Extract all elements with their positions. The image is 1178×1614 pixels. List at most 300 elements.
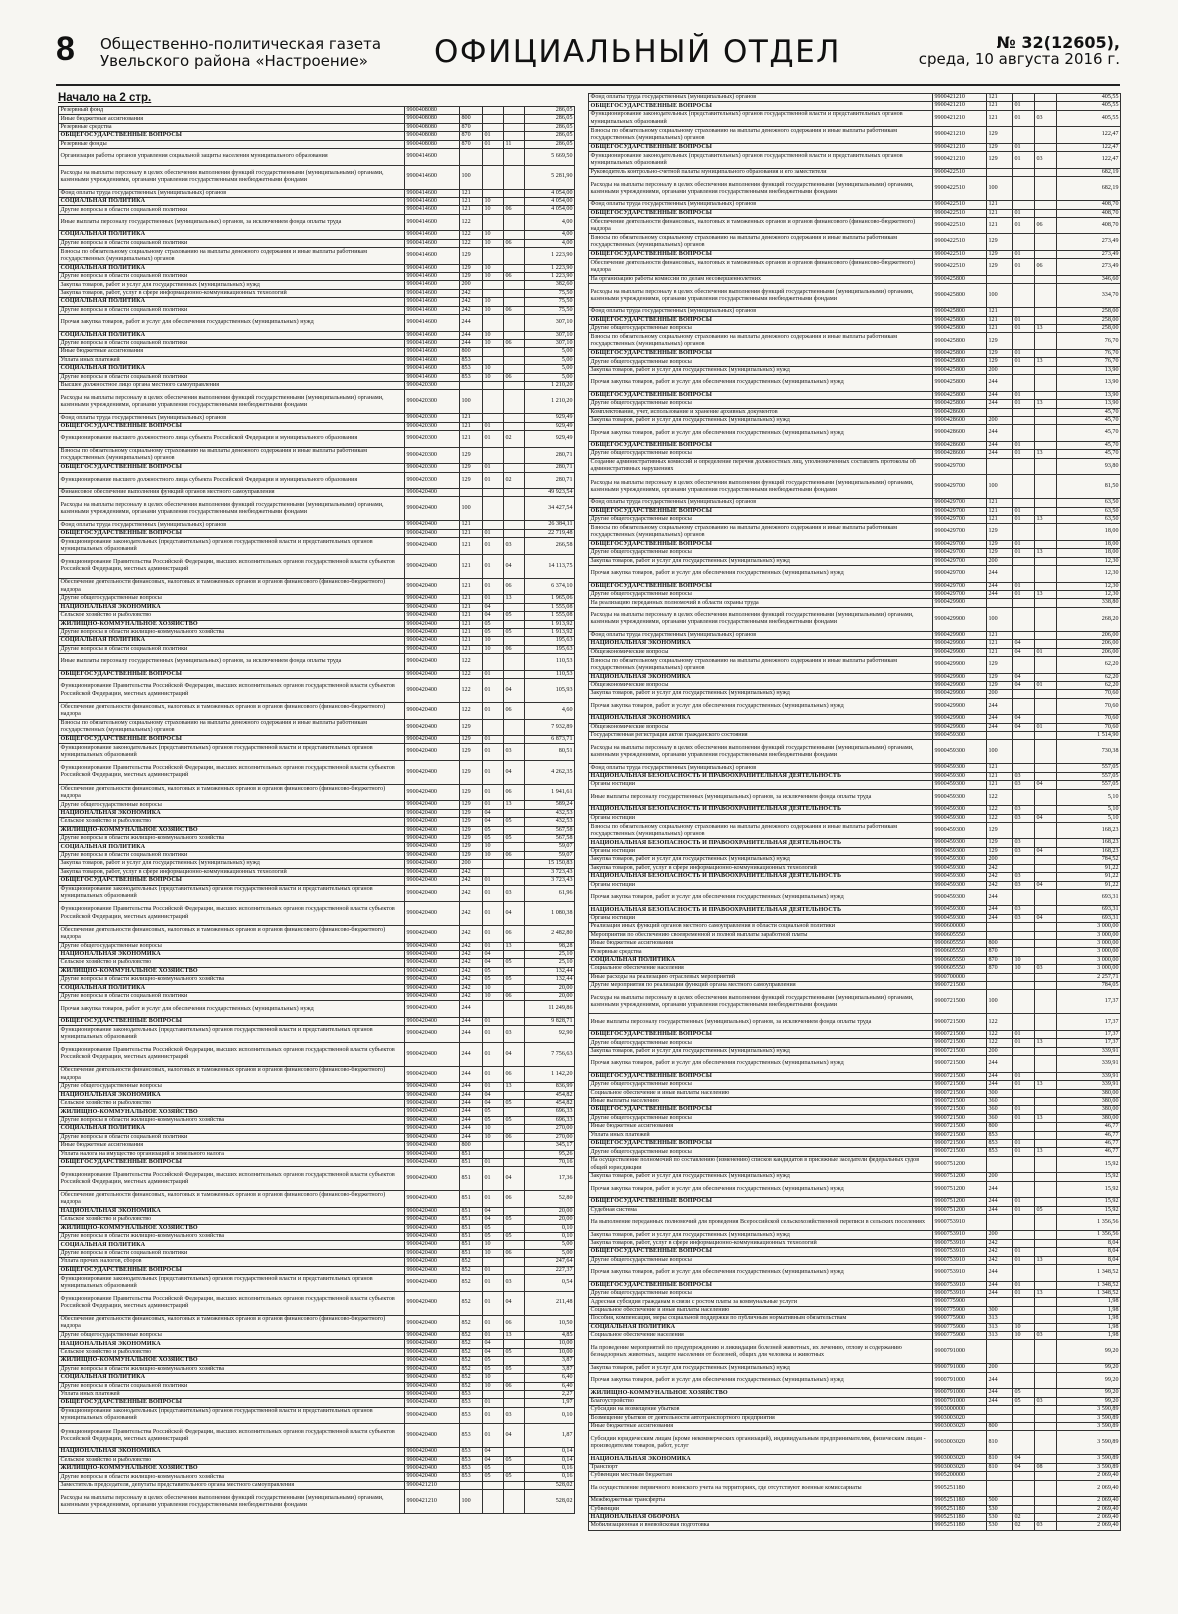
row-vr-cell: 129 — [987, 127, 1013, 144]
table-row — [589, 1522, 1121, 1530]
row-kcsr-cell: 9900721500 — [933, 1148, 987, 1156]
row-rz-cell: 01 — [1013, 450, 1035, 458]
row-rz-cell — [483, 489, 504, 497]
row-amount-cell: 0,14 — [525, 1448, 575, 1456]
row-name-cell: НАЦИОНАЛЬНАЯ ЭКОНОМИКА — [59, 809, 405, 817]
row-pr-cell: 05 — [504, 818, 525, 826]
row-pr-cell — [1035, 1480, 1057, 1497]
row-rz-cell: 01 — [1013, 110, 1035, 127]
row-kcsr-cell: 9900420400 — [405, 950, 460, 958]
row-amount-cell: 3 000,00 — [1057, 956, 1121, 964]
row-name-cell: Прочая закупка товаров, работ и услуг для обеспечения государственных (муниципальных) нужд — [589, 425, 933, 442]
table-row — [59, 654, 575, 671]
row-vr-cell: 244 — [460, 315, 483, 332]
row-vr-cell: 129 — [460, 835, 483, 843]
row-pr-cell — [504, 654, 525, 671]
row-rz-cell — [1013, 201, 1035, 209]
row-kcsr-cell: 9900420400 — [405, 628, 460, 636]
row-pr-cell — [504, 1357, 525, 1365]
row-amount-cell: 34 427,54 — [525, 497, 575, 521]
row-amount-cell: 206,00 — [1057, 648, 1121, 656]
table-row — [589, 259, 1121, 276]
row-kcsr-cell: 9900425800 — [933, 316, 987, 324]
row-rz-cell: 04 — [483, 612, 504, 620]
row-amount-cell: 61,96 — [525, 885, 575, 902]
row-rz-cell — [1013, 1480, 1035, 1497]
row-rz-cell: 01 — [483, 1266, 504, 1274]
table-row — [59, 348, 575, 356]
row-pr-cell — [504, 365, 525, 373]
newspaper-name — [100, 36, 381, 70]
row-rz-cell: 01 — [483, 1275, 504, 1292]
table-row — [589, 416, 1121, 424]
row-kcsr-cell: 9900428600 — [933, 425, 987, 442]
row-pr-cell — [1035, 1323, 1057, 1331]
row-pr-cell — [1035, 789, 1057, 806]
row-amount-cell: 1,97 — [525, 1399, 575, 1407]
table-row — [59, 239, 575, 247]
row-vr-cell: 810 — [987, 1455, 1013, 1463]
row-amount-cell: 5,00 — [525, 1249, 575, 1257]
row-kcsr-cell: 9900605550 — [933, 948, 987, 956]
row-rz-cell: 05 — [483, 620, 504, 628]
row-name-cell: Обеспечение деятельности финансовых, налоговых и таможенных органов и органов финансового (финансово-бюджетного) надзора — [59, 578, 405, 595]
table-row — [59, 1150, 575, 1158]
row-pr-cell — [1035, 168, 1057, 176]
row-vr-cell: 200 — [460, 860, 483, 868]
row-vr-cell: 121 — [460, 645, 483, 653]
row-kcsr-cell: 9900721500 — [933, 1081, 987, 1089]
row-rz-cell: 01 — [483, 877, 504, 885]
row-kcsr-cell: 9900420400 — [405, 976, 460, 984]
row-rz-cell: 01 — [483, 1291, 504, 1315]
row-pr-cell — [504, 1091, 525, 1099]
newspaper-name-line1: Общественно-политическая газета — [100, 35, 382, 53]
row-kcsr-cell: 9900420400 — [405, 818, 460, 826]
row-kcsr-cell: 9900753910 — [933, 1281, 987, 1289]
row-vr-cell: 122 — [460, 654, 483, 671]
table-row — [589, 458, 1121, 475]
row-name-cell: Фонд оплаты труда государственных (муниципальных) органов — [59, 521, 405, 529]
row-kcsr-cell: 9900420400 — [405, 1340, 460, 1348]
row-pr-cell — [504, 809, 525, 817]
row-name-cell: Взносы по обязательному социальному страхованию на выплаты денежного содержания и иные выплаты работникам государственных (муниципальных) органов — [589, 524, 933, 541]
row-name-cell: Руководитель контрольно-счетной палаты муниципального образования и его заместители — [589, 168, 933, 176]
row-amount-cell: 280,71 — [525, 464, 575, 472]
row-name-cell: Межбюджетные трансферты — [589, 1497, 933, 1505]
row-rz-cell: 01 — [483, 736, 504, 744]
row-name-cell: Другие общегосударственные вопросы — [589, 325, 933, 333]
row-amount-cell: 5 281,90 — [525, 165, 575, 189]
row-pr-cell — [504, 348, 525, 356]
row-amount-cell: 59,07 — [525, 843, 575, 851]
row-vr-cell — [987, 458, 1013, 475]
row-rz-cell: 10 — [1013, 1332, 1035, 1340]
row-rz-cell: 01 — [483, 1066, 504, 1083]
row-amount-cell: 17,37 — [1057, 1030, 1121, 1038]
row-pr-cell — [1035, 1056, 1057, 1073]
row-kcsr-cell: 9900428600 — [933, 450, 987, 458]
row-pr-cell — [1035, 1389, 1057, 1397]
table-row — [59, 679, 575, 703]
row-vr-cell: 242 — [460, 902, 483, 926]
row-pr-cell: 04 — [504, 1042, 525, 1066]
row-name-cell: Закупка товаров, работ и услуг для государственных (муниципальных) нужд — [589, 416, 933, 424]
newspaper-name-line2: Увельского района «Настроение» — [100, 52, 368, 70]
table-row — [59, 703, 575, 720]
table-row — [59, 603, 575, 611]
row-name-cell: Другие мероприятия по реализации функций органа местного самоуправления — [589, 982, 933, 990]
row-kcsr-cell: 9900605550 — [933, 965, 987, 973]
row-vr-cell: 852 — [460, 1365, 483, 1373]
row-kcsr-cell: 9900420300 — [405, 472, 460, 489]
row-amount-cell: 3 590,89 — [1057, 1463, 1121, 1471]
row-kcsr-cell: 9900751200 — [933, 1181, 987, 1198]
row-amount-cell: 122,47 — [1057, 152, 1121, 169]
table-row — [589, 201, 1121, 209]
row-amount-cell: 99,20 — [1057, 1397, 1121, 1405]
row-pr-cell — [1035, 956, 1057, 964]
table-row — [589, 349, 1121, 357]
row-rz-cell: 03 — [1013, 847, 1035, 855]
row-vr-cell: 129 — [460, 784, 483, 801]
row-amount-cell: 98,28 — [525, 942, 575, 950]
table-row — [589, 723, 1121, 731]
row-pr-cell — [1035, 349, 1057, 357]
row-rz-cell: 10 — [483, 637, 504, 645]
row-pr-cell: 05 — [504, 976, 525, 984]
row-rz-cell: 10 — [483, 264, 504, 272]
row-pr-cell: 05 — [504, 835, 525, 843]
row-amount-cell: 5,00 — [525, 356, 575, 364]
row-amount-cell: 307,10 — [525, 339, 575, 347]
table-row — [59, 298, 575, 306]
row-kcsr-cell: 9900420400 — [405, 497, 460, 521]
row-amount-cell: 3 723,43 — [525, 868, 575, 876]
table-row — [589, 1431, 1121, 1455]
issue-number: № 32(12605), — [996, 33, 1120, 52]
row-pr-cell — [1035, 143, 1057, 151]
row-name-cell: ОБЩЕГОСУДАРСТВЕННЫЕ ВОПРОСЫ — [59, 464, 405, 472]
row-rz-cell — [483, 390, 504, 414]
row-vr-cell: 129 — [987, 839, 1013, 847]
row-name-cell: ЖИЛИЩНО-КОММУНАЛЬНОЕ ХОЗЯЙСТВО — [59, 967, 405, 975]
row-vr-cell: 853 — [987, 1139, 1013, 1147]
row-vr-cell: 121 — [987, 110, 1013, 127]
row-pr-cell: 13 — [504, 1332, 525, 1340]
row-name-cell: Комплектование, учет, использование и хранение архивных документов — [589, 408, 933, 416]
row-rz-cell — [1013, 1131, 1035, 1139]
row-rz-cell — [483, 356, 504, 364]
row-name-cell: ОБЩЕГОСУДАРСТВЕННЫЕ ВОПРОСЫ — [59, 529, 405, 537]
row-kcsr-cell: 9900420400 — [405, 1291, 460, 1315]
row-kcsr-cell: 9900420400 — [405, 1241, 460, 1249]
row-vr-cell: 870 — [987, 948, 1013, 956]
row-pr-cell — [1035, 375, 1057, 392]
row-amount-cell: 2 069,40 — [1057, 1522, 1121, 1530]
row-pr-cell — [1035, 1072, 1057, 1080]
row-rz-cell — [1013, 822, 1035, 839]
table-row — [59, 231, 575, 239]
row-amount-cell: 91,22 — [1057, 873, 1121, 881]
row-pr-cell: 05 — [504, 959, 525, 967]
row-vr-cell: 853 — [460, 1465, 483, 1473]
row-vr-cell: 242 — [460, 298, 483, 306]
row-vr-cell: 121 — [987, 648, 1013, 656]
row-amount-cell: 2 069,40 — [1057, 1513, 1121, 1521]
row-name-cell: ОБЩЕГОСУДАРСТВЕННЫЕ ВОПРОСЫ — [589, 1106, 933, 1114]
row-amount-cell: 2 257,71 — [1057, 973, 1121, 981]
table-row — [589, 715, 1121, 723]
row-pr-cell: 05 — [504, 1456, 525, 1464]
row-pr-cell: 03 — [504, 538, 525, 555]
row-amount-cell: 22 719,48 — [525, 529, 575, 537]
row-pr-cell: 05 — [1035, 1206, 1057, 1214]
row-rz-cell: 04 — [483, 1448, 504, 1456]
row-name-cell: Прочая закупка товаров, работ и услуг для обеспечения государственных (муниципальных) нужд — [589, 889, 933, 906]
table-row — [589, 1148, 1121, 1156]
row-rz-cell: 05 — [1013, 1389, 1035, 1397]
table-row — [589, 690, 1121, 698]
row-name-cell: Прочая закупка товаров, работ и услуг для обеспечения государственных (муниципальных) нужд — [589, 1265, 933, 1282]
table-row — [59, 595, 575, 603]
row-vr-cell: 129 — [460, 472, 483, 489]
table-row — [59, 992, 575, 1000]
row-kcsr-cell: 9900420300 — [405, 447, 460, 464]
row-rz-cell — [483, 214, 504, 231]
row-amount-cell: 59,07 — [525, 851, 575, 859]
table-row — [589, 1030, 1121, 1038]
table-row — [59, 1091, 575, 1099]
row-pr-cell — [504, 826, 525, 834]
row-vr-cell: 242 — [987, 873, 1013, 881]
row-kcsr-cell: 9900420400 — [405, 1357, 460, 1365]
table-row — [589, 740, 1121, 764]
row-amount-cell: 338,80 — [1057, 599, 1121, 607]
row-rz-cell: 04 — [483, 818, 504, 826]
table-row — [59, 165, 575, 189]
row-kcsr-cell: 9900408080 — [405, 123, 460, 131]
row-name-cell: Взносы по обязательному социальному страхованию на выплаты денежного содержания и иные выплаты работникам государственных (муниципальных) органов — [589, 234, 933, 251]
row-name-cell: Другие вопросы в области жилищно-коммунального хозяйства — [59, 1116, 405, 1124]
row-amount-cell: 1 555,08 — [525, 612, 575, 620]
row-pr-cell — [1035, 234, 1057, 251]
row-vr-cell: 244 — [987, 425, 1013, 442]
row-pr-cell — [1035, 201, 1057, 209]
row-name-cell: Другие вопросы в области социальной политики — [59, 851, 405, 859]
table-row — [589, 1265, 1121, 1282]
row-pr-cell — [504, 1125, 525, 1133]
row-kcsr-cell: 9900428600 — [933, 416, 987, 424]
row-pr-cell — [1035, 94, 1057, 102]
table-row — [59, 1158, 575, 1166]
row-amount-cell: 567,58 — [525, 826, 575, 834]
row-pr-cell — [1035, 740, 1057, 764]
row-name-cell: Закупка товаров, работ и услуг для государственных (муниципальных) нужд — [589, 690, 933, 698]
row-pr-cell — [504, 1001, 525, 1018]
row-amount-cell: 20,00 — [525, 984, 575, 992]
row-amount-cell: 408,70 — [1057, 209, 1121, 217]
row-amount-cell: 1 348,52 — [1057, 1281, 1121, 1289]
row-vr-cell: 853 — [987, 1131, 1013, 1139]
row-rz-cell: 03 — [1013, 906, 1035, 914]
row-kcsr-cell: 9900753910 — [933, 1256, 987, 1264]
table-row — [589, 914, 1121, 922]
table-row — [589, 1097, 1121, 1105]
row-name-cell: Другие общегосударственные вопросы — [59, 595, 405, 603]
table-row — [589, 250, 1121, 258]
row-vr-cell: 870 — [460, 132, 483, 140]
row-kcsr-cell: 9900429900 — [933, 673, 987, 681]
table-row — [59, 1224, 575, 1232]
row-pr-cell: 04 — [504, 1424, 525, 1448]
row-vr-cell: 129 — [460, 736, 483, 744]
row-name-cell: Закупка товаров, работ и услуг для государственных (муниципальных) нужд — [589, 1173, 933, 1181]
table-row — [59, 578, 575, 595]
row-amount-cell: 1 210,20 — [525, 390, 575, 414]
row-vr-cell: 100 — [987, 475, 1013, 499]
row-kcsr-cell: 9900414600 — [405, 149, 460, 166]
row-rz-cell: 10 — [483, 1241, 504, 1249]
row-vr-cell: 100 — [460, 497, 483, 521]
row-kcsr-cell: 9900429700 — [933, 499, 987, 507]
row-kcsr-cell: 9900414600 — [405, 289, 460, 297]
row-pr-cell — [504, 197, 525, 205]
row-vr-cell: 244 — [460, 1100, 483, 1108]
row-vr-cell: 852 — [460, 1266, 483, 1274]
row-rz-cell: 01 — [1013, 316, 1035, 324]
row-name-cell: Фонд оплаты труда государственных (муниципальных) органов — [589, 764, 933, 772]
row-rz-cell — [483, 123, 504, 131]
row-rz-cell: 01 — [483, 1026, 504, 1043]
row-pr-cell: 06 — [1035, 217, 1057, 234]
row-kcsr-cell: 9900429900 — [933, 648, 987, 656]
row-rz-cell — [1013, 864, 1035, 872]
row-pr-cell — [504, 1448, 525, 1456]
row-pr-cell — [504, 281, 525, 289]
row-kcsr-cell: 9900429900 — [933, 698, 987, 715]
row-kcsr-cell: 9900459300 — [933, 814, 987, 822]
row-kcsr-cell: 9900420400 — [405, 1233, 460, 1241]
row-name-cell: НАЦИОНАЛЬНАЯ ЭКОНОМИКА — [589, 715, 933, 723]
row-vr-cell: 129 — [460, 801, 483, 809]
row-rz-cell — [1013, 1231, 1035, 1239]
row-kcsr-cell: 9900420400 — [405, 1207, 460, 1215]
row-kcsr-cell: 9900420400 — [405, 1083, 460, 1091]
row-kcsr-cell: 9900420400 — [405, 612, 460, 620]
row-amount-cell: 408,70 — [1057, 217, 1121, 234]
row-pr-cell — [1035, 640, 1057, 648]
row-name-cell: Иные выплаты персоналу государственных (муниципальных) органов, за исключением фонда оплаты труда — [59, 214, 405, 231]
row-name-cell: Другие общегосударственные вопросы — [589, 358, 933, 366]
row-pr-cell — [1035, 1231, 1057, 1239]
row-vr-cell: 851 — [460, 1216, 483, 1224]
table-row — [59, 1374, 575, 1382]
row-amount-cell: 280,71 — [525, 472, 575, 489]
row-pr-cell — [504, 189, 525, 197]
row-rz-cell: 01 — [1013, 1072, 1035, 1080]
row-pr-cell — [1035, 408, 1057, 416]
row-rz-cell — [1013, 982, 1035, 990]
row-kcsr-cell: 9900459300 — [933, 732, 987, 740]
row-pr-cell — [1035, 1014, 1057, 1031]
row-rz-cell: 01 — [1013, 1114, 1035, 1122]
row-kcsr-cell: 9900420400 — [405, 902, 460, 926]
row-name-cell: Другие общегосударственные вопросы — [589, 1114, 933, 1122]
row-vr-cell: 244 — [987, 906, 1013, 914]
row-kcsr-cell: 9900425800 — [933, 375, 987, 392]
row-pr-cell — [1035, 1513, 1057, 1521]
row-kcsr-cell: 9905251180 — [933, 1513, 987, 1521]
row-pr-cell — [504, 1374, 525, 1382]
table-row — [59, 1001, 575, 1018]
row-amount-cell: 13,90 — [1057, 391, 1121, 399]
row-name-cell: СОЦИАЛЬНАЯ ПОЛИТИКА — [59, 1125, 405, 1133]
row-pr-cell: 05 — [504, 1116, 525, 1124]
row-amount-cell: 3 590,89 — [1057, 1431, 1121, 1455]
row-vr-cell: 121 — [460, 189, 483, 197]
row-vr-cell: 852 — [460, 1340, 483, 1348]
row-amount-cell: 17,37 — [1057, 990, 1121, 1014]
row-name-cell: Расходы на выплаты персоналу в целях обеспечения выполнения функций государственными (муниципальными) органами, казенными учреждениями, органами управления государственными внебюджетными фондами — [589, 990, 933, 1014]
row-kcsr-cell: 9900421210 — [933, 102, 987, 110]
row-rz-cell — [1013, 923, 1035, 931]
row-kcsr-cell: 9900429900 — [933, 607, 987, 631]
table-row — [59, 784, 575, 801]
row-name-cell: Расходы на выплаты персоналу в целях обеспечения выполнения функций государственными (муниципальными) органами, казенными учреждениями, органами управления государственными внебюджетными фондами — [589, 740, 933, 764]
row-vr-cell: 852 — [460, 1374, 483, 1382]
row-rz-cell — [1013, 1014, 1035, 1031]
row-vr-cell: 852 — [460, 1315, 483, 1332]
row-name-cell: Другие вопросы в области жилищно-коммунального хозяйства — [59, 976, 405, 984]
table-row — [59, 926, 575, 943]
table-row — [59, 1407, 575, 1424]
table-row — [589, 673, 1121, 681]
row-rz-cell — [1013, 375, 1035, 392]
row-name-cell: Обеспечение деятельности финансовых, налоговых и таможенных органов и органов финансового (финансово-бюджетного) надзора — [59, 1315, 405, 1332]
row-amount-cell: 13,90 — [1057, 400, 1121, 408]
row-vr-cell — [987, 408, 1013, 416]
row-rz-cell: 10 — [483, 645, 504, 653]
row-vr-cell: 121 — [987, 217, 1013, 234]
row-rz-cell — [1013, 1097, 1035, 1105]
row-vr-cell: 244 — [987, 1389, 1013, 1397]
table-row — [59, 1399, 575, 1407]
row-rz-cell: 01 — [1013, 582, 1035, 590]
row-vr-cell: 242 — [987, 1239, 1013, 1247]
row-kcsr-cell: 9900791000 — [933, 1372, 987, 1389]
row-vr-cell: 242 — [460, 306, 483, 314]
row-kcsr-cell: 9900429700 — [933, 566, 987, 583]
row-name-cell: Сельское хозяйство и рыболовство — [59, 1216, 405, 1224]
table-row — [589, 391, 1121, 399]
row-amount-cell: 211,48 — [525, 1291, 575, 1315]
table-row — [59, 554, 575, 578]
row-pr-cell — [504, 422, 525, 430]
row-vr-cell: 122 — [460, 703, 483, 720]
row-rz-cell — [483, 315, 504, 332]
row-vr-cell — [987, 1340, 1013, 1364]
row-rz-cell — [1013, 690, 1035, 698]
row-rz-cell: 05 — [483, 1233, 504, 1241]
row-rz-cell: 01 — [483, 1424, 504, 1448]
table-row — [59, 620, 575, 628]
row-vr-cell: 200 — [987, 366, 1013, 374]
row-amount-cell: 70,60 — [1057, 690, 1121, 698]
row-kcsr-cell: 9900721500 — [933, 1072, 987, 1080]
row-rz-cell — [1013, 931, 1035, 939]
row-vr-cell: 853 — [460, 1390, 483, 1398]
